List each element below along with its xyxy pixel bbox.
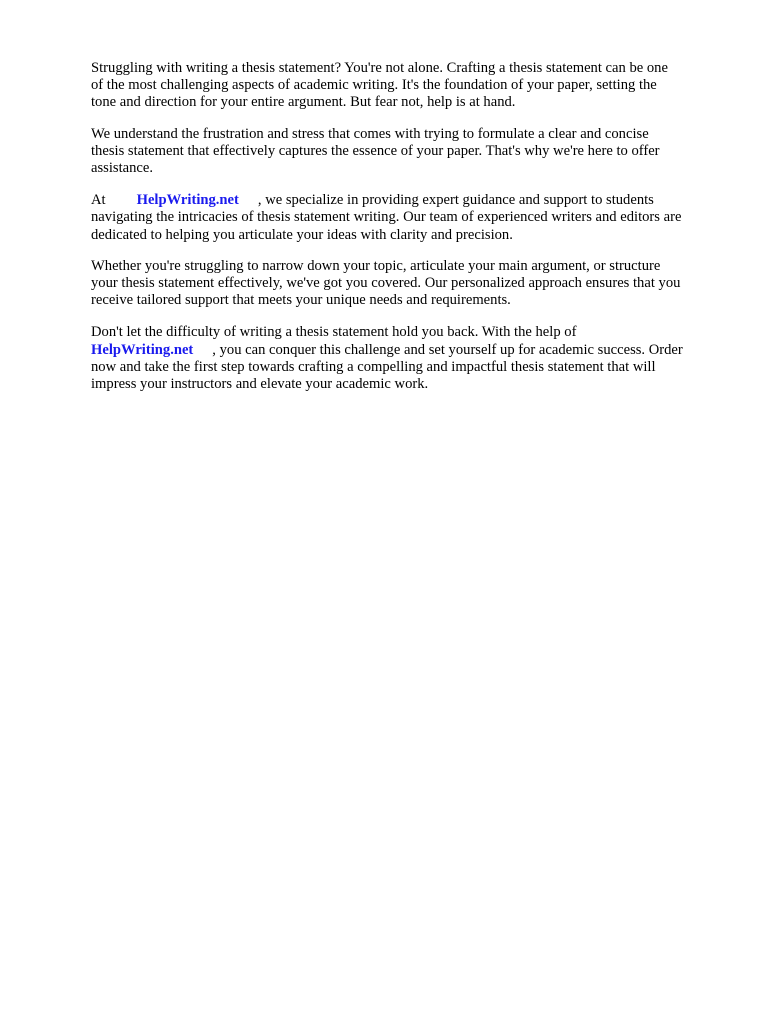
line-suffix: , we specialize in providing expert guidance and support to students: [257, 192, 654, 209]
text-line: of the most challenging aspects of academic writing. It's the foundation of your paper, setting the: [91, 77, 657, 94]
paragraph-service: [91, 192, 721, 244]
text-line: impress your instructors and elevate your academic work.: [91, 376, 429, 393]
text-line: your thesis statement effectively, we've got you covered. Our personalized approach ensures that you: [91, 275, 681, 292]
text-line: tone and direction for your entire argument. But fear not, help is at hand.: [91, 94, 516, 111]
text-line: Don't let the difficulty of writing a thesis statement hold you back. With the help of: [91, 324, 577, 341]
text-line: Whether you're struggling to narrow down your topic, articulate your main argument, or structure: [91, 257, 661, 274]
paragraph-support: [91, 258, 721, 310]
text-line: now and take the first step towards crafting a compelling and impactful thesis statement that will: [91, 358, 656, 375]
line-suffix: , you can conquer this challenge and set yourself up for academic success. Order: [212, 341, 683, 358]
text-line: [91, 192, 721, 209]
text-line: assistance.: [91, 160, 154, 177]
text-line: Struggling with writing a thesis statement? You're not alone. Crafting a thesis statement can be one: [91, 60, 668, 76]
document-body: [91, 60, 721, 408]
text-line: [91, 342, 721, 359]
text-line: navigating the intricacies of thesis statement writing. Our team of experienced writers and editors are: [91, 209, 682, 226]
helpwriting-link[interactable]: HelpWriting.net: [91, 341, 194, 358]
text-line: We understand the frustration and stress that comes with trying to formulate a clear and concise: [91, 125, 649, 142]
text-line: dedicated to helping you articulate your ideas with clarity and precision.: [91, 226, 513, 243]
text-line: receive tailored support that meets your unique needs and requirements.: [91, 292, 511, 309]
text-line: thesis statement that effectively captures the essence of your paper. That's why we're here to offer: [91, 142, 660, 159]
paragraph-intro: [91, 60, 721, 112]
helpwriting-link[interactable]: HelpWriting.net: [136, 192, 239, 209]
line-prefix: At: [91, 192, 106, 209]
paragraph-call-to-action: [91, 324, 721, 393]
paragraph-understanding: [91, 126, 721, 178]
